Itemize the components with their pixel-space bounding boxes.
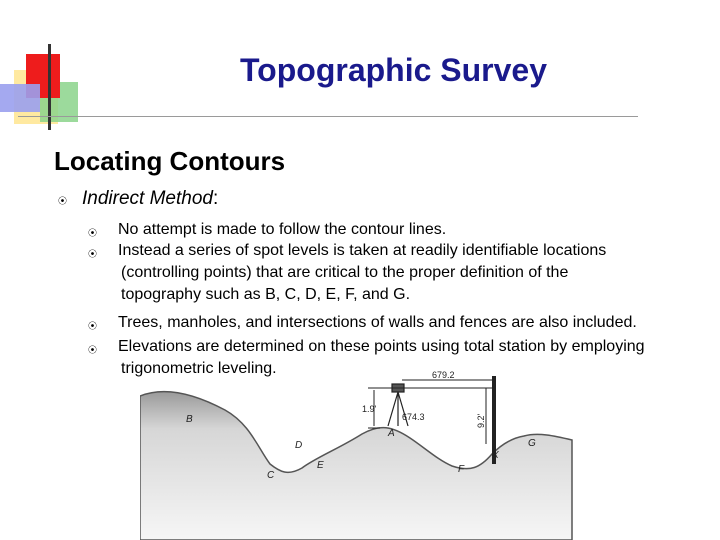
bullet-item (118, 312, 718, 334)
label-point-a: A (388, 428, 395, 439)
bullet-text: No attempt is made to follow the contour lines. (118, 221, 447, 238)
label-point-g: G (528, 438, 536, 449)
label-point-b: B (186, 414, 193, 425)
label-point-c: C (267, 470, 275, 481)
label-elev-a: 674.3 (402, 412, 425, 422)
label-hi: 1.9' (362, 404, 377, 414)
circle-bullet-icon: ⦿ (88, 345, 98, 355)
ground-profile (140, 392, 572, 540)
label-elev-top: 679.2 (432, 370, 455, 380)
bullet-text-line: topography such as B, C, D, E, F, and G. (121, 286, 411, 303)
bullet-text: Trees, manholes, and intersections of walls and fences are also included. (118, 314, 637, 331)
corner-decoration (0, 0, 120, 140)
bullet-text-line: (controlling points) that are critical to the proper definition of the (121, 264, 569, 281)
label-point-e: E (317, 460, 324, 471)
circle-bullet-icon: ⦿ (88, 228, 98, 238)
label-point-f: F (458, 464, 465, 475)
deco-vertical-line (48, 44, 51, 130)
circle-bullet-icon: ⦿ (88, 321, 98, 331)
circle-bullet-icon: ⦿ (58, 196, 68, 206)
section-heading: Locating Contours (54, 146, 286, 176)
label-point-d: D (295, 440, 303, 451)
label-point-x: X (492, 450, 499, 461)
bullet-text-line: trigonometric leveling. (121, 360, 277, 377)
bullet-text-line: Elevations are determined on these points using total station by employing (118, 338, 645, 355)
level1-label: Indirect Method (82, 188, 213, 209)
circle-bullet-icon: ⦿ (88, 249, 98, 259)
bullet-item (118, 240, 718, 306)
bullet-text-line: Instead a series of spot levels is taken at readily identifiable locations (118, 242, 607, 259)
slide-title: Topographic Survey (240, 52, 548, 88)
bullet-item (118, 219, 718, 241)
deco-blue-square (0, 84, 40, 112)
level1-colon: : (212, 188, 219, 209)
label-rod: 9.2' (476, 413, 486, 428)
title-divider (18, 116, 638, 117)
terrain-diagram (140, 368, 580, 540)
